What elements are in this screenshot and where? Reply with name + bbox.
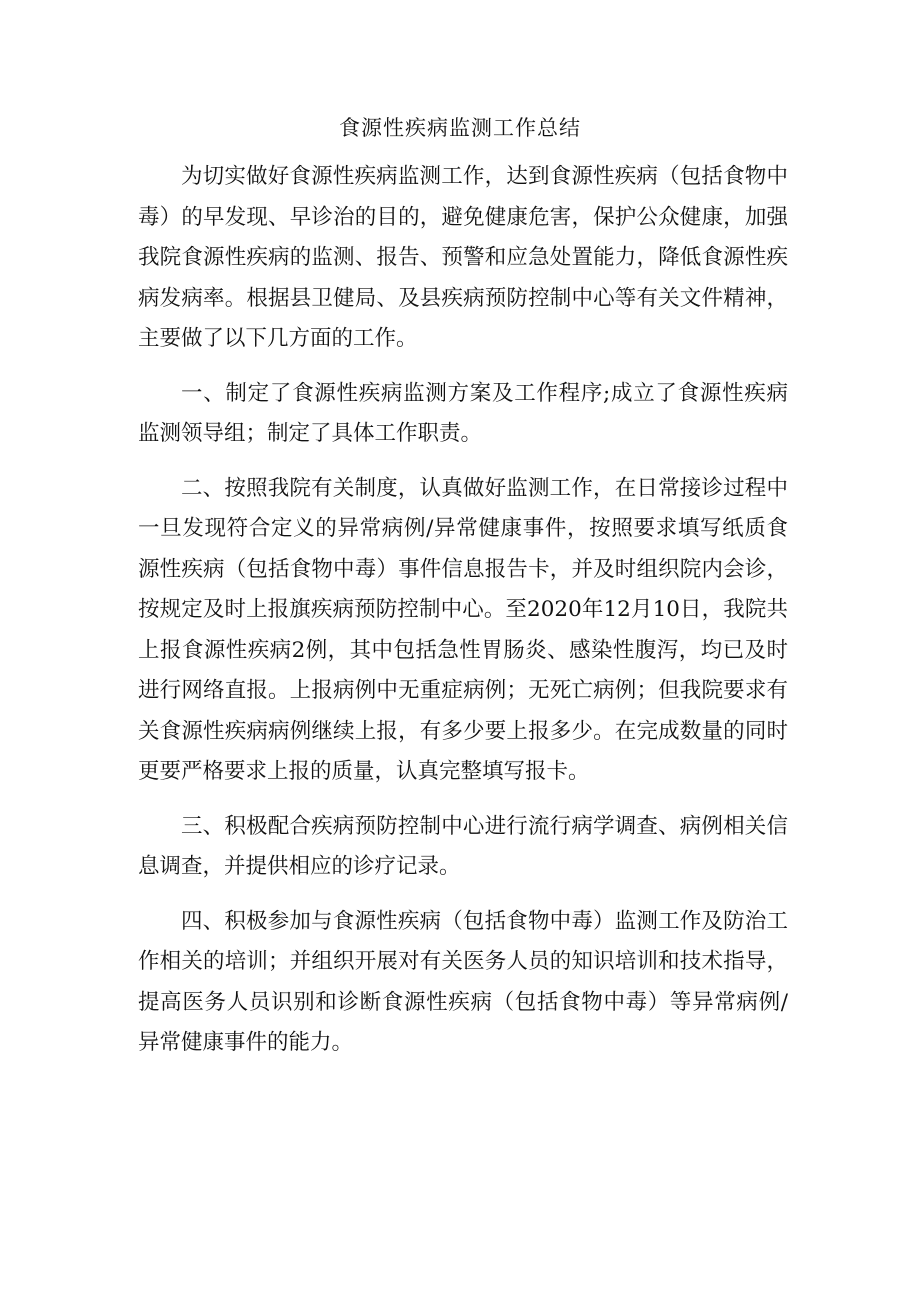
paragraph-intro: 为切实做好食源性疾病监测工作，达到食源性疾病（包括食物中毒）的早发现、早诊治的目的，避免健康危害，保护公众健康，加强我院食源性疾病的监测、报告、预警和应急处置能力，降低食源性疾病发病率。根据县卫健局、及县疾病预防控制中心等有关文件精神，主要做了以下几方面的工作。	[138, 164, 788, 351]
paragraph-item-1: 一、制定了食源性疾病监测方案及工作程序;成立了食源性疾病监测领导组；制定了具体工作职责。	[138, 380, 788, 446]
document-title: 食源性疾病监测工作总结	[339, 116, 581, 140]
paragraph-item-3: 三、积极配合疾病预防控制中心进行流行病学调查、病例相关信息调查，并提供相应的诊疗记录。	[138, 813, 788, 879]
paragraph-item-2: 二、按照我院有关制度，认真做好监测工作，在日常接诊过程中一旦发现符合定义的异常病例/异常健康事件，按照要求填写纸质食源性疾病（包括食物中毒）事件信息报告卡，并及时组织院内会诊，按规定及时上报旗疾病预防控制中心。至2020年12月10日，我院共上报食源性疾病2例，其中包括急性胃肠炎、感染性腹泻，均已及时进行网络直报。上报病例中无重症病例；无死亡病例；但我院要求有关食源性疾病病例继续上报，有多少要上报多少。在完成数量的同时更要严格要求上报的质量，认真完整填写报卡。	[138, 475, 788, 784]
paragraph-item-4: 四、积极参加与食源性疾病（包括食物中毒）监测工作及防治工作相关的培训；并组织开展对有关医务人员的知识培训和技术指导，提高医务人员识别和诊断食源性疾病（包括食物中毒）等异常病例/异常健康事件的能力。	[138, 908, 788, 1055]
document-body	[138, 157, 788, 1064]
